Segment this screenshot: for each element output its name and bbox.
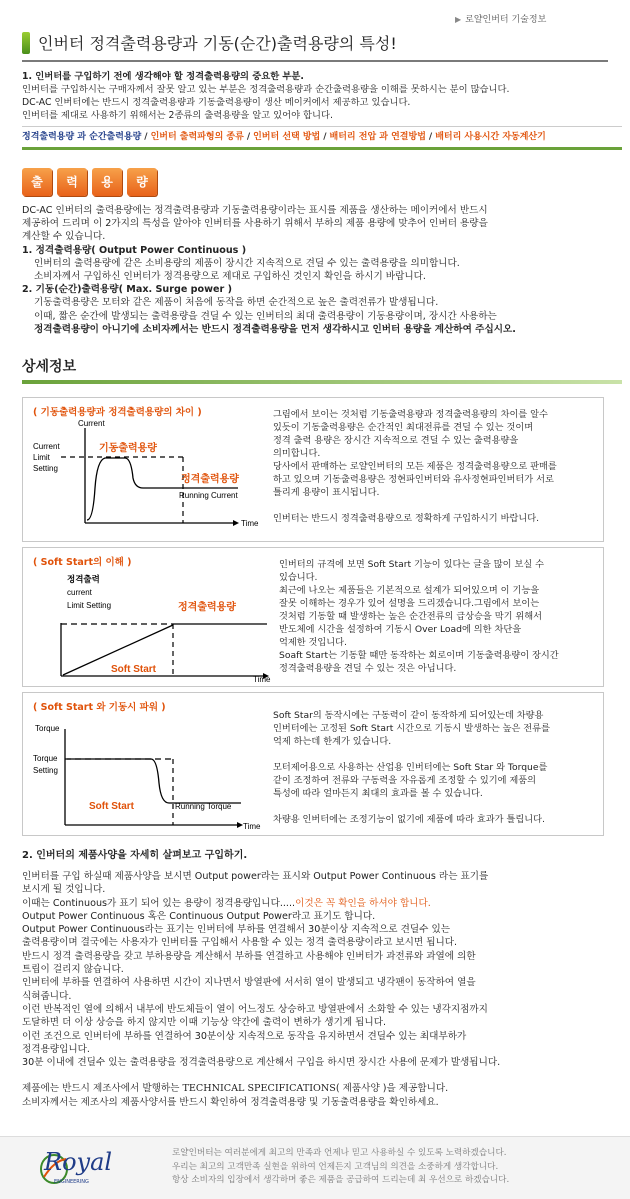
nav-separator: / bbox=[246, 132, 251, 142]
surge-label: 기동출력용량 bbox=[99, 443, 157, 454]
output-capacity-text bbox=[22, 204, 617, 336]
body-line: 인버터를 구입 하실때 제품사양을 보시면 Output power라는 표시와 Output Power Continuous 라는 표기를 bbox=[22, 871, 489, 882]
desc-line: 반도체에 시간을 설정하여 기동시 Over Load에 의한 차단을 bbox=[279, 624, 522, 635]
body-text: ( 제품사양 )을 제공합니다. bbox=[335, 1083, 449, 1095]
desc-line: 억제 하는데 한계가 있습니다. bbox=[273, 736, 392, 747]
section2-heading: 2. 인버터의 제품사양을 자세히 살펴보고 구입하기. bbox=[22, 850, 248, 861]
soft-start-label: Soft Start bbox=[89, 801, 134, 812]
desc-line: 하고 있으며 기동출력용량은 정현파인버터와 유사정현파인버터가 서로 bbox=[273, 474, 554, 485]
body-line: 이런 반복적인 열에 의해서 내부에 반도체들이 열이 어느정도 상승하고 방열판에서 소화할 수 있는 냉각지점까지 bbox=[22, 1003, 488, 1015]
tab-selection-method[interactable]: 인버터 선택 방법 bbox=[253, 132, 321, 142]
desc-line: 특성에 따라 얼마든지 최대의 효과를 볼 수 있습니다. bbox=[273, 788, 483, 799]
rated-label: 정격출력용량 bbox=[181, 474, 239, 485]
body-line: 정격용량입니다. bbox=[22, 1043, 90, 1055]
intro-text bbox=[22, 70, 612, 122]
section-chip: 용 bbox=[92, 168, 122, 196]
body-line: DC-AC 인버터의 출력용량에는 정격출력용량과 기동출력용량이라는 표시를 제품을 생산하는 메이커에서 반드시 bbox=[22, 205, 488, 216]
logo-wordmark: Royal bbox=[44, 1148, 113, 1176]
intro-line: 인버터를 구입하시는 구매자께서 잘못 알고 있는 부분은 정격출력용량과 순간출력용량을 이해를 못하시는 분이 많습니다. bbox=[22, 84, 510, 95]
x-axis-label: Time bbox=[253, 675, 271, 684]
desc-line: 억제한 것입니다. bbox=[279, 637, 347, 648]
soft-start-label: Soft Start bbox=[111, 664, 156, 675]
desc-line: 그림에서 보이는 것처럼 기동출력용량과 정격출력용량의 차이를 알수 bbox=[273, 409, 548, 420]
intro-line: 인버터를 제대로 사용하기 위해서는 2종류의 출력용량을 알고 있어야 합니다. bbox=[22, 110, 333, 121]
body-line: 제공하여 드리며 이 2가지의 특성을 알아야 인버터를 사용하기 위해서 부하의 제품 용량에 맞추어 인버터 용량을 bbox=[22, 218, 488, 230]
detail-heading: 상세정보 bbox=[22, 359, 77, 375]
running-current-label: Running Current bbox=[179, 491, 238, 500]
topic-nav bbox=[22, 126, 622, 150]
breadcrumb-label: 로얄인버터 기술정보 bbox=[465, 15, 547, 25]
body-line: 반드시 정격 출력용량을 갖고 부하용량을 계산해서 부하를 연결하고 사용해야 인버터가 과전류와 과열에 의한 bbox=[22, 950, 476, 962]
desc-line: 있습니다. bbox=[279, 572, 318, 583]
body-line: 기동출력용량은 모터와 같은 제품이 처음에 동작을 하면 순간적으로 높은 출력전류가 발생됩니다. bbox=[34, 297, 439, 309]
body-text: 이때는 Continuous가 표기 되어 있는 용량이 정격용량입니다..... bbox=[22, 897, 296, 909]
footer-line: 로얄인버터는 여러분에게 최고의 만족과 언제나 믿고 사용하실 수 있도록 노력하겠습니다. bbox=[172, 1148, 507, 1158]
body-spacer bbox=[22, 1069, 622, 1082]
detail-divider bbox=[22, 380, 622, 384]
limit-label: Limit bbox=[33, 453, 50, 462]
x-axis-label: Time bbox=[241, 519, 259, 528]
body-line: Output Power Continuous라는 표기는 인버터에 부하를 연결해서 30분이상 지속적으로 견딜수 있는 bbox=[22, 924, 450, 936]
body-text: 제품에는 반드시 제조사에서 발행하는 bbox=[22, 1083, 183, 1095]
intro-line: DC-AC 인버터에는 반드시 정격출력용량과 기동출력용량이 생산 메이커에서 제공하고 있습니다. bbox=[22, 97, 411, 108]
body-heading: 1. 정격출력용량( Output Power Continuous ) bbox=[22, 244, 247, 256]
limit-label: Setting bbox=[33, 464, 58, 473]
body-line: 보시게 될 것입니다. bbox=[22, 884, 106, 896]
current-curve bbox=[87, 458, 238, 520]
rated-label: 정격출력용량 bbox=[178, 602, 236, 613]
body-line: 도달하면 더 이상 상승을 하지 않지만 이때 기능상 약간에 출력이 변하가 생기게 됩니다. bbox=[22, 1017, 387, 1029]
desc-line: 같이 조정하여 전류와 구동력을 자유롭게 조정할 수 있기에 제품의 bbox=[273, 775, 536, 786]
box-description bbox=[273, 709, 599, 826]
logo-subtitle: ENGINEERING bbox=[54, 1179, 89, 1185]
desc-line: 인버터의 규격에 보면 Soft Start 기능이 있다는 글을 많이 보실 수 bbox=[279, 559, 545, 570]
desc-line: 최근에 나오는 제품들은 기본적으로 설계가 되어있으며 이 기능을 bbox=[279, 585, 540, 596]
tab-battery-voltage[interactable]: 배터리 전압 과 연결방법 bbox=[329, 132, 426, 142]
y-axis-label: Current bbox=[78, 419, 105, 428]
page-title: 인버터 정격출력용량과 기동(순간)출력용량의 특성! bbox=[38, 34, 397, 53]
desc-line: Soaft Start는 기동할 때만 동작하는 회로이며 기동출력용량이 장시간 bbox=[279, 650, 559, 661]
box-title: ( Soft Start 와 기동시 파워 ) bbox=[33, 702, 166, 713]
nav-separator: / bbox=[323, 132, 327, 142]
desc-line: 의미합니다. bbox=[273, 448, 321, 459]
tab-battery-calculator[interactable]: 배터리 사용시간 자동계산기 bbox=[435, 132, 546, 142]
section-chip: 력 bbox=[57, 168, 87, 196]
body-line: 30분 이내에 견딜수 있는 출력용량을 정격출력용량으로 계산해서 구입을 하시면 장시간 사용에 문제가 발생됩니다. bbox=[22, 1057, 501, 1069]
box-title: ( Soft Start의 이해 ) bbox=[33, 557, 132, 568]
nav-separator: / bbox=[144, 132, 148, 142]
section-chip: 량 bbox=[127, 168, 157, 196]
desc-line bbox=[273, 499, 599, 512]
body-line: 트립이 걸리지 않습니다. bbox=[22, 964, 124, 976]
footer-line: 항상 소비자의 입장에서 생각하며 좋은 제품을 공급하여 드리는데 최 우선으로 하겠습니다. bbox=[172, 1175, 510, 1185]
desc-line bbox=[273, 800, 599, 813]
desc-line bbox=[273, 748, 599, 761]
nav-separator: / bbox=[428, 132, 433, 142]
desc-line: 잘못 이해하는 경우가 있어 설명을 드리겠습니다.그림에서 보이는 bbox=[279, 598, 540, 609]
body-line bbox=[22, 897, 622, 910]
box-title: ( 기동출력용량과 정격출력용량의 차이 ) bbox=[33, 407, 202, 418]
title-divider bbox=[22, 60, 608, 62]
desc-line: 당사에서 판매하는 로얄인버터의 모든 제품은 정격출력용량으로 판매를 bbox=[273, 461, 557, 472]
body-line: 소비자께서는 제조사의 제품사양서를 반드시 확인하여 정격출력용량 및 기동출력용량을 확인하세요. bbox=[22, 1096, 439, 1108]
desc-line: 정격출력용량을 견딜 수 있는 것은 아닙니다. bbox=[279, 663, 457, 674]
highlight-text: 이것은 꼭 확인을 하셔야 합니다. bbox=[295, 897, 431, 909]
soft-start-box bbox=[22, 547, 604, 687]
y-axis-label: 정격출력 bbox=[67, 575, 100, 585]
torque-curve bbox=[67, 759, 241, 803]
tab-rated-vs-surge[interactable]: 정격출력용량 과 순간출력용량 bbox=[22, 132, 142, 142]
body-line: 출력용량이며 결국에는 사용자가 인버터를 구입해서 사용할 수 있는 정격 출력용량이라고 보시면 됩니다. bbox=[22, 937, 458, 949]
title-accent-bar bbox=[22, 32, 30, 54]
body-line: Output Power Continuous 혹은 Continuous Output Power라고 표기도 합니다. bbox=[22, 910, 376, 922]
x-axis-arrow bbox=[233, 520, 239, 526]
limit-label: Current bbox=[33, 442, 60, 451]
footer-line: 우리는 최고의 고객만족 실현을 위하여 언제든지 고객님의 의견을 소중하게 생각합니다. bbox=[172, 1161, 499, 1172]
desc-line: 모터제어용으로 사용하는 산업용 인버터에는 Soft Star 와 Torque를 bbox=[273, 762, 548, 773]
desc-line: Soft Star의 동작시에는 구동력이 같이 동작하게 되어있는데 차량용 bbox=[273, 710, 544, 721]
desc-line: 인버터는 반드시 정격출력용량으로 정확하게 구입하시기 바랍니다. bbox=[273, 513, 540, 524]
box-description bbox=[279, 558, 601, 675]
body-line: 소비자께서 구입하신 인버터가 정격용량으로 제대로 구입하신 것인지 확인을 하시기 바랍니다. bbox=[34, 271, 426, 283]
desc-line: 것처럼 기동할 때 발생하는 높은 순간전류의 급상승을 막기 위해서 bbox=[279, 611, 542, 622]
body-line: 식혀줍니다. bbox=[22, 990, 72, 1002]
desc-line: 차량용 인버터에는 조정기능이 없기에 제품에 따라 효과가 틀립니다. bbox=[273, 814, 545, 825]
running-torque-label: Running Torque bbox=[175, 802, 232, 811]
body-line: 인버터에 부하를 연결하여 사용하면 시간이 지나면서 방열판에 서서히 열이 발생되고 냉각팬이 동작하여 열을 bbox=[22, 977, 476, 989]
torque-diagram bbox=[23, 693, 273, 835]
limit-label: Limit Setting bbox=[67, 601, 112, 610]
body-line: 인버터의 출력용량에 같은 소비용량의 제품이 장시간 지속적으로 견딜 수 있는 출력용량을 의미합니다. bbox=[34, 257, 460, 269]
y-axis-label: Torque bbox=[35, 724, 60, 733]
tech-spec-text: TECHNICAL SPECIFICATIONS bbox=[182, 1083, 336, 1095]
intro-line: 1. 인버터를 구입하기 전에 생각해야 할 정격출력용량의 중요한 부분. bbox=[22, 71, 304, 82]
section-chip: 출 bbox=[22, 168, 52, 196]
triangle-right-icon: ▶ bbox=[455, 15, 462, 24]
setting-label: Torque bbox=[33, 754, 58, 763]
soft-start-torque-box bbox=[22, 692, 604, 836]
body-line: 이때, 짧은 순간에 발생되는 출력용량을 견딜 수 있는 인버터의 최대 출력용량이 기동용량이며, 장시간 사용하는 bbox=[34, 310, 497, 322]
x-axis-label: Time bbox=[243, 822, 261, 831]
box-description bbox=[273, 408, 599, 525]
body-line bbox=[22, 1082, 622, 1095]
desc-line: 있듯이 기동출력용량은 순간적인 최대전류를 견딜 수 있는 것이며 bbox=[273, 422, 534, 433]
section2-text bbox=[22, 870, 622, 1109]
body-line: 계산할 수 있습니다. bbox=[22, 231, 106, 243]
body-line: 정격출력용량이 아니기에 소비자께서는 반드시 정격출력용량을 먼저 생각하시고 인버터 용량을 계산하여 주십시오. bbox=[34, 323, 516, 335]
limit-label: current bbox=[67, 588, 92, 597]
footer-text bbox=[172, 1147, 612, 1188]
desc-line: 인버터에는 고정된 Soft Start 시간으로 기동시 발생하는 높은 전류를 bbox=[273, 723, 550, 734]
soft-start-diagram bbox=[23, 548, 293, 686]
desc-line: 틀리게 용량이 표시됩니다. bbox=[273, 487, 380, 498]
footer bbox=[0, 1136, 630, 1199]
body-line: 이런 조건으로 인버터에 부하를 연결하여 30분이상 지속적으로 동작을 유지하면서 견딜수 있는 최대부하가 bbox=[22, 1030, 467, 1042]
tab-waveform-types[interactable]: 인버터 출력파형의 종류 bbox=[150, 132, 244, 142]
body-heading: 2. 기동(순간)출력용량( Max. Surge power ) bbox=[22, 284, 232, 296]
section-chips bbox=[22, 168, 157, 196]
surge-vs-rated-diagram bbox=[23, 398, 273, 541]
breadcrumb[interactable] bbox=[455, 12, 546, 25]
desc-line: 정격 출력 용량은 장시간 지속적으로 견딜 수 있는 출력용량을 bbox=[273, 435, 519, 446]
setting-label: Setting bbox=[33, 766, 58, 775]
surge-vs-rated-box bbox=[22, 397, 604, 542]
